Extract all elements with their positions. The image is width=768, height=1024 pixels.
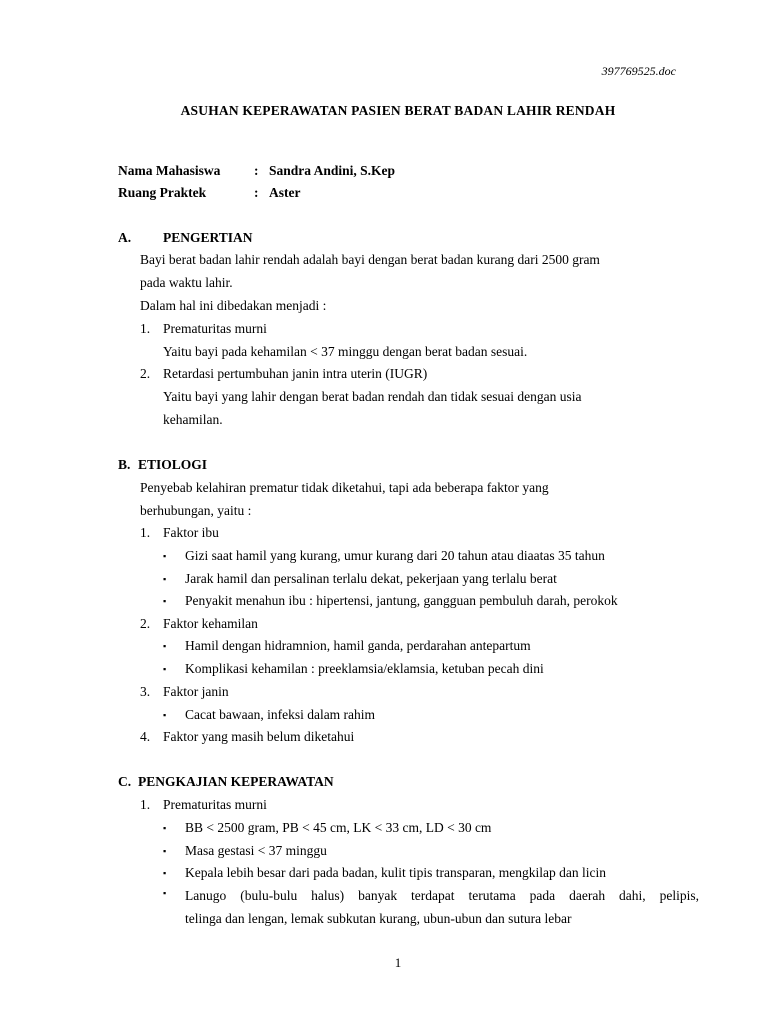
- list-number: 1.: [140, 321, 151, 336]
- list-item: [140, 366, 427, 382]
- section-letter: A.: [118, 230, 132, 245]
- bullet-icon: ▪: [163, 596, 167, 606]
- room-value: Aster: [269, 185, 301, 200]
- list-number: 3.: [140, 684, 151, 699]
- list-number: 2.: [140, 616, 151, 631]
- page-number: 1: [394, 955, 402, 970]
- bullet-icon: ▪: [163, 888, 167, 898]
- bullet-icon: ▪: [163, 574, 167, 584]
- word: Lanugo: [185, 888, 227, 903]
- bullet-icon: ▪: [163, 664, 167, 674]
- bullet-item: [163, 661, 544, 677]
- name-label: Nama Mahasiswa: [118, 163, 221, 178]
- list-item: [140, 729, 354, 745]
- colon: :: [254, 163, 259, 178]
- section-title: PENGKAJIAN KEPERAWATAN: [138, 774, 334, 789]
- list-number: 1.: [140, 797, 151, 812]
- paragraph-line: pada waktu lahir.: [140, 275, 233, 290]
- bullet-icon: ▪: [163, 846, 167, 856]
- list-desc: Yaitu bayi pada kehamilan < 37 minggu dengan berat badan sesuai.: [163, 344, 528, 359]
- bullet-icon: ▪: [163, 710, 167, 720]
- list-desc: kehamilan.: [163, 412, 223, 427]
- list-title: Faktor ibu: [163, 525, 219, 540]
- bullet-continuation: telinga dan lengan, lemak subkutan kurang, ubun-ubun dan sutura lebar: [185, 911, 572, 926]
- info-name-row: [118, 163, 395, 179]
- bullet-text: Penyakit menahun ibu : hipertensi, jantung, gangguan pembuluh darah, perokok: [185, 593, 618, 608]
- list-number: 2.: [140, 366, 151, 381]
- bullet-text: Hamil dengan hidramnion, hamil ganda, perdarahan antepartum: [185, 638, 531, 653]
- bullet-text: Jarak hamil dan persalinan terlalu dekat, pekerjaan yang terlalu berat: [185, 571, 557, 586]
- paragraph-line: berhubungan, yaitu :: [140, 503, 252, 518]
- word: pada: [529, 888, 556, 903]
- section-c-heading: [118, 774, 334, 790]
- bullet-text: BB < 2500 gram, PB < 45 cm, LK < 33 cm, LD < 30 cm: [185, 820, 492, 835]
- name-value: Sandra Andini, S.Kep: [269, 163, 396, 178]
- paragraph-line: Dalam hal ini dibedakan menjadi :: [140, 298, 327, 313]
- doc-title: ASUHAN KEPERAWATAN PASIEN BERAT BADAN LAHIR RENDAH: [180, 103, 616, 118]
- list-item: [140, 684, 229, 700]
- list-item: [140, 525, 219, 541]
- list-desc: Yaitu bayi yang lahir dengan berat badan rendah dan tidak sesuai dengan usia: [163, 389, 582, 404]
- word: daerah: [569, 888, 606, 903]
- paragraph-line: Bayi berat badan lahir rendah adalah bayi dengan berat badan kurang dari 2500 gram: [140, 252, 600, 267]
- list-number: 4.: [140, 729, 151, 744]
- bullet-text: Komplikasi kehamilan : preeklamsia/eklamsia, ketuban pecah dini: [185, 661, 544, 676]
- list-item: [140, 616, 258, 632]
- bullet-icon: ▪: [163, 641, 167, 651]
- section-title: ETIOLOGI: [138, 457, 208, 472]
- bullet-item: [163, 707, 375, 723]
- info-room-row: [118, 185, 300, 201]
- doc-filename: 397769525.doc: [601, 64, 676, 78]
- section-letter: B.: [118, 457, 131, 472]
- word: (bulu-bulu: [240, 888, 298, 903]
- list-item: [140, 321, 267, 337]
- list-title: Prematuritas murni: [163, 321, 267, 336]
- section-a-heading: [118, 230, 253, 246]
- bullet-icon: ▪: [163, 868, 167, 878]
- bullet-item: [163, 865, 606, 881]
- list-title: Prematuritas murni: [163, 797, 267, 812]
- section-letter: C.: [118, 774, 132, 789]
- bullet-item: [163, 593, 618, 609]
- bullet-item: [163, 571, 557, 587]
- bullet-item: [163, 843, 327, 859]
- room-label: Ruang Praktek: [118, 185, 207, 200]
- word: dahi,: [619, 888, 646, 903]
- bullet-text: Masa gestasi < 37 minggu: [185, 843, 327, 858]
- bullet-icon: ▪: [163, 823, 167, 833]
- bullet-text: Cacat bawaan, infeksi dalam rahim: [185, 707, 376, 722]
- list-title: Retardasi pertumbuhan janin intra uterin (IUGR): [163, 366, 428, 381]
- bullet-item: [163, 548, 605, 564]
- bullet-text: Kepala lebih besar dari pada badan, kulit tipis transparan, mengkilap dan licin: [185, 865, 606, 880]
- word: terdapat: [411, 888, 455, 903]
- word: pelipis,: [659, 888, 699, 903]
- word: halus): [311, 888, 345, 903]
- list-title: Faktor janin: [163, 684, 229, 699]
- bullet-text: Gizi saat hamil yang kurang, umur kurang dari 20 tahun atau diaatas 35 tahun: [185, 548, 605, 563]
- bullet-item: [163, 888, 699, 904]
- section-b-heading: [118, 457, 207, 473]
- word: banyak: [358, 888, 398, 903]
- bullet-item: [163, 820, 491, 836]
- paragraph-line: Penyebab kelahiran prematur tidak diketahui, tapi ada beberapa faktor yang: [140, 480, 549, 495]
- list-number: 1.: [140, 525, 151, 540]
- list-title: Faktor yang masih belum diketahui: [163, 729, 355, 744]
- colon: :: [254, 185, 259, 200]
- bullet-item: [163, 638, 531, 654]
- list-title: Faktor kehamilan: [163, 616, 258, 631]
- bullet-icon: ▪: [163, 551, 167, 561]
- word: terutama: [468, 888, 516, 903]
- section-title: PENGERTIAN: [163, 230, 253, 245]
- list-item: [140, 797, 267, 813]
- bullet-text-justified: [185, 888, 699, 904]
